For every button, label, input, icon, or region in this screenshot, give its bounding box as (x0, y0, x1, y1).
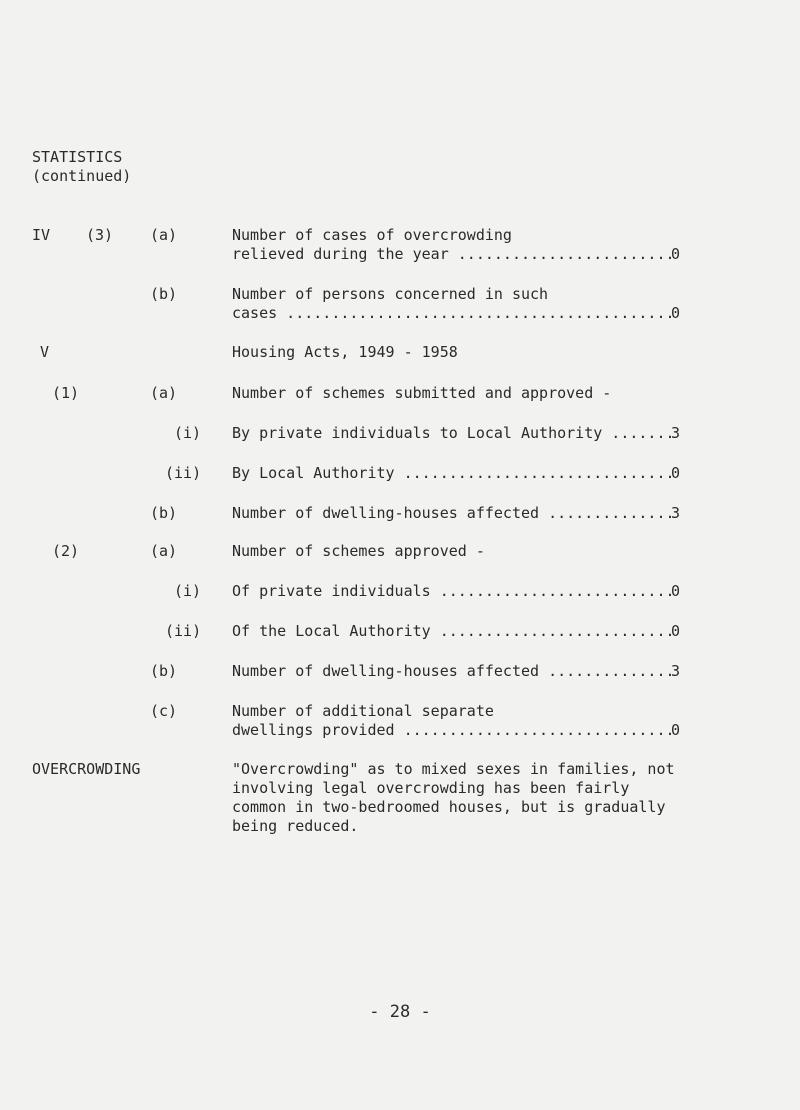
section-iv-number: IV (32, 226, 51, 244)
section-v-heading: Housing Acts, 1949 - 1958 (232, 343, 458, 361)
section-iv-b-value: 0 (670, 304, 680, 322)
section-iv-a-label: (a) (150, 226, 178, 244)
page-subtitle: (continued) (32, 167, 132, 185)
section-v1-b-text: Number of dwelling-houses affected ..... (232, 504, 672, 523)
section-v1-sub: (1) (52, 384, 80, 402)
section-iv-sub: (3) (86, 226, 114, 244)
section-v2-b-value: 3 (670, 662, 680, 680)
section-iv-b-line1: Number of persons concerned in such (232, 285, 549, 303)
overcrowding-paragraph: "Overcrowding" as to mixed sexes in families, not involving legal overcrowding has been fairly common in two-bedroomed houses, but is gradually being reduced. (232, 760, 675, 835)
section-v2-ii-label: (ii) (165, 622, 202, 640)
section-v1-i-text: By private individuals to Local Authority ..... (232, 424, 672, 443)
section-v-number: V (40, 343, 50, 361)
page-number: - 28 - (369, 1002, 431, 1022)
section-v1-a-label: (a) (150, 384, 178, 402)
section-iv-b-label: (b) (150, 285, 178, 303)
section-v1-b-label: (b) (150, 504, 178, 522)
section-v2-c-value: 0 (670, 721, 680, 739)
section-iv-b-line2: cases ..... (232, 304, 672, 323)
section-v1-ii-label: (ii) (165, 464, 202, 482)
section-v2-i-text: Of private individuals ..... (232, 582, 672, 601)
section-iv-a-value: 0 (670, 245, 680, 263)
section-v2-b-label: (b) (150, 662, 178, 680)
section-v2-sub: (2) (52, 542, 80, 560)
section-v2-c-line1: Number of additional separate (232, 702, 494, 720)
section-iv-a-line1: Number of cases of overcrowding (232, 226, 512, 244)
section-v1-ii-text: By Local Authority ..... (232, 464, 672, 483)
page-title: STATISTICS (32, 148, 123, 166)
section-v1-i-label: (i) (174, 424, 202, 442)
section-v2-c-line2: dwellings provided ..... (232, 721, 672, 740)
section-v1-b-value: 3 (670, 504, 680, 522)
section-v2-i-value: 0 (670, 582, 680, 600)
overcrowding-heading: OVERCROWDING (32, 760, 141, 778)
section-v2-b-text: Number of dwelling-houses affected ..... (232, 662, 672, 681)
section-iv-a-line2: relieved during the year ..... (232, 245, 672, 264)
section-v2-c-label: (c) (150, 702, 178, 720)
section-v2-a-label: (a) (150, 542, 178, 560)
section-v1-a-text: Number of schemes submitted and approved - (232, 384, 612, 402)
section-v2-ii-text: Of the Local Authority ..... (232, 622, 672, 641)
section-v1-i-value: 3 (670, 424, 680, 442)
section-v2-ii-value: 0 (670, 622, 680, 640)
section-v1-ii-value: 0 (670, 464, 680, 482)
section-v2-i-label: (i) (174, 582, 202, 600)
section-v2-a-text: Number of schemes approved - (232, 542, 485, 560)
